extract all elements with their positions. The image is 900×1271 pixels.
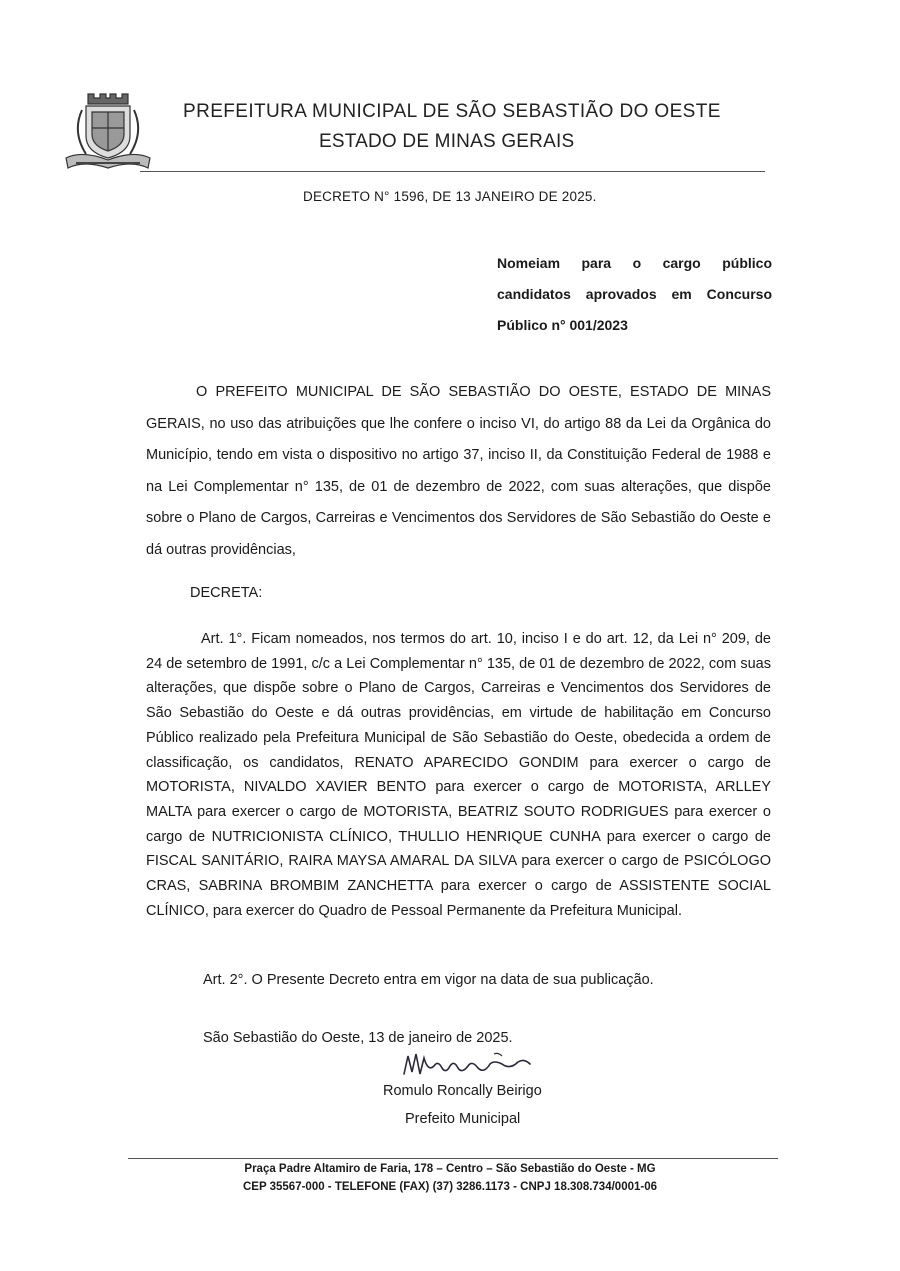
- article-1: Art. 1°. Ficam nomeados, nos termos do art. 10, inciso I e do art. 12, da Lei n° 209, de 24 de setembro de 1991, c/c a Lei Complementar n° 135, de 01 de dezembro de 2022, com suas alterações, que dispõe sobre o Plano de Cargos, Carreiras e Vencimentos dos Servidores de São Sebastião do Oeste e dá outras providências, em virtude de habilitação em Concurso Público realizado pela Prefeitura Municipal de São Sebastião do Oeste, obedecida a ordem de classificação, os candidatos, RENATO APARECIDO GONDIM para exercer o cargo de MOTORISTA, NIVALDO XAVIER BENTO para exercer o cargo de MOTORISTA, ARLLEY MALTA para exercer o cargo de MOTORISTA, BEATRIZ SOUTO RODRIGUES para exercer o cargo de NUTRICIONISTA CLÍNICO, THULLIO HENRIQUE CUNHA para exercer o cargo de FISCAL SANITÁRIO, RAIRA MAYSA AMARAL DA SILVA para exercer o cargo de PSICÓLOGO CRAS, SABRINA BROMBIM ZANCHETTA para exercer o cargo de ASSISTENTE SOCIAL CLÍNICO, para exercer do Quadro de Pessoal Permanente da Prefeitura Municipal.: [146, 631, 771, 919]
- preamble-paragraph: O PREFEITO MUNICIPAL DE SÃO SEBASTIÃO DO OESTE, ESTADO DE MINAS GERAIS, no uso das atribuições que lhe confere o inciso VI, do artigo 88 da Lei da Orgânica do Município, tendo em vista o dispositivo no artigo 37, inciso II, da Constituição Federal de 1988 e na Lei Complementar n° 135, de 01 de dezembro de 2022, com suas alterações, que dispõe sobre o Plano de Cargos, Carreiras e Vencimentos dos Servidores de São Sebastião do Oeste e dá outras providências,: [146, 384, 771, 558]
- article-2: Art. 2°. O Presente Decreto entra em vigor na data de sua publicação.: [203, 972, 654, 988]
- decree-summary: [497, 248, 772, 341]
- header-state: ESTADO DE MINAS GERAIS: [319, 131, 575, 152]
- footer-divider: [128, 1158, 778, 1159]
- municipal-coat-of-arms: [62, 88, 154, 176]
- handwritten-signature: [398, 1048, 538, 1082]
- decree-title: DECRETO N° 1596, DE 13 JANEIRO DE 2025.: [303, 189, 597, 204]
- signer-role: Prefeito Municipal: [405, 1111, 521, 1127]
- header-divider: [140, 171, 765, 172]
- signer-name: Romulo Roncally Beirigo: [383, 1083, 542, 1099]
- summary-line: candidatos aprovados em Concurso: [497, 286, 772, 302]
- footer-address: Praça Padre Altamiro de Faria, 178 – Centro – São Sebastião do Oeste - MG: [244, 1163, 656, 1175]
- place-and-date: São Sebastião do Oeste, 13 de janeiro de 2025.: [203, 1030, 513, 1046]
- header-municipality: PREFEITURA MUNICIPAL DE SÃO SEBASTIÃO DO OESTE: [183, 101, 721, 122]
- summary-line: Nomeiam para o cargo público: [497, 255, 772, 271]
- footer-contact: CEP 35567-000 - TELEFONE (FAX) (37) 3286.1173 - CNPJ 18.308.734/0001-06: [242, 1181, 658, 1193]
- summary-line: Público n° 001/2023: [497, 317, 628, 333]
- decreta-heading: DECRETA:: [190, 585, 263, 601]
